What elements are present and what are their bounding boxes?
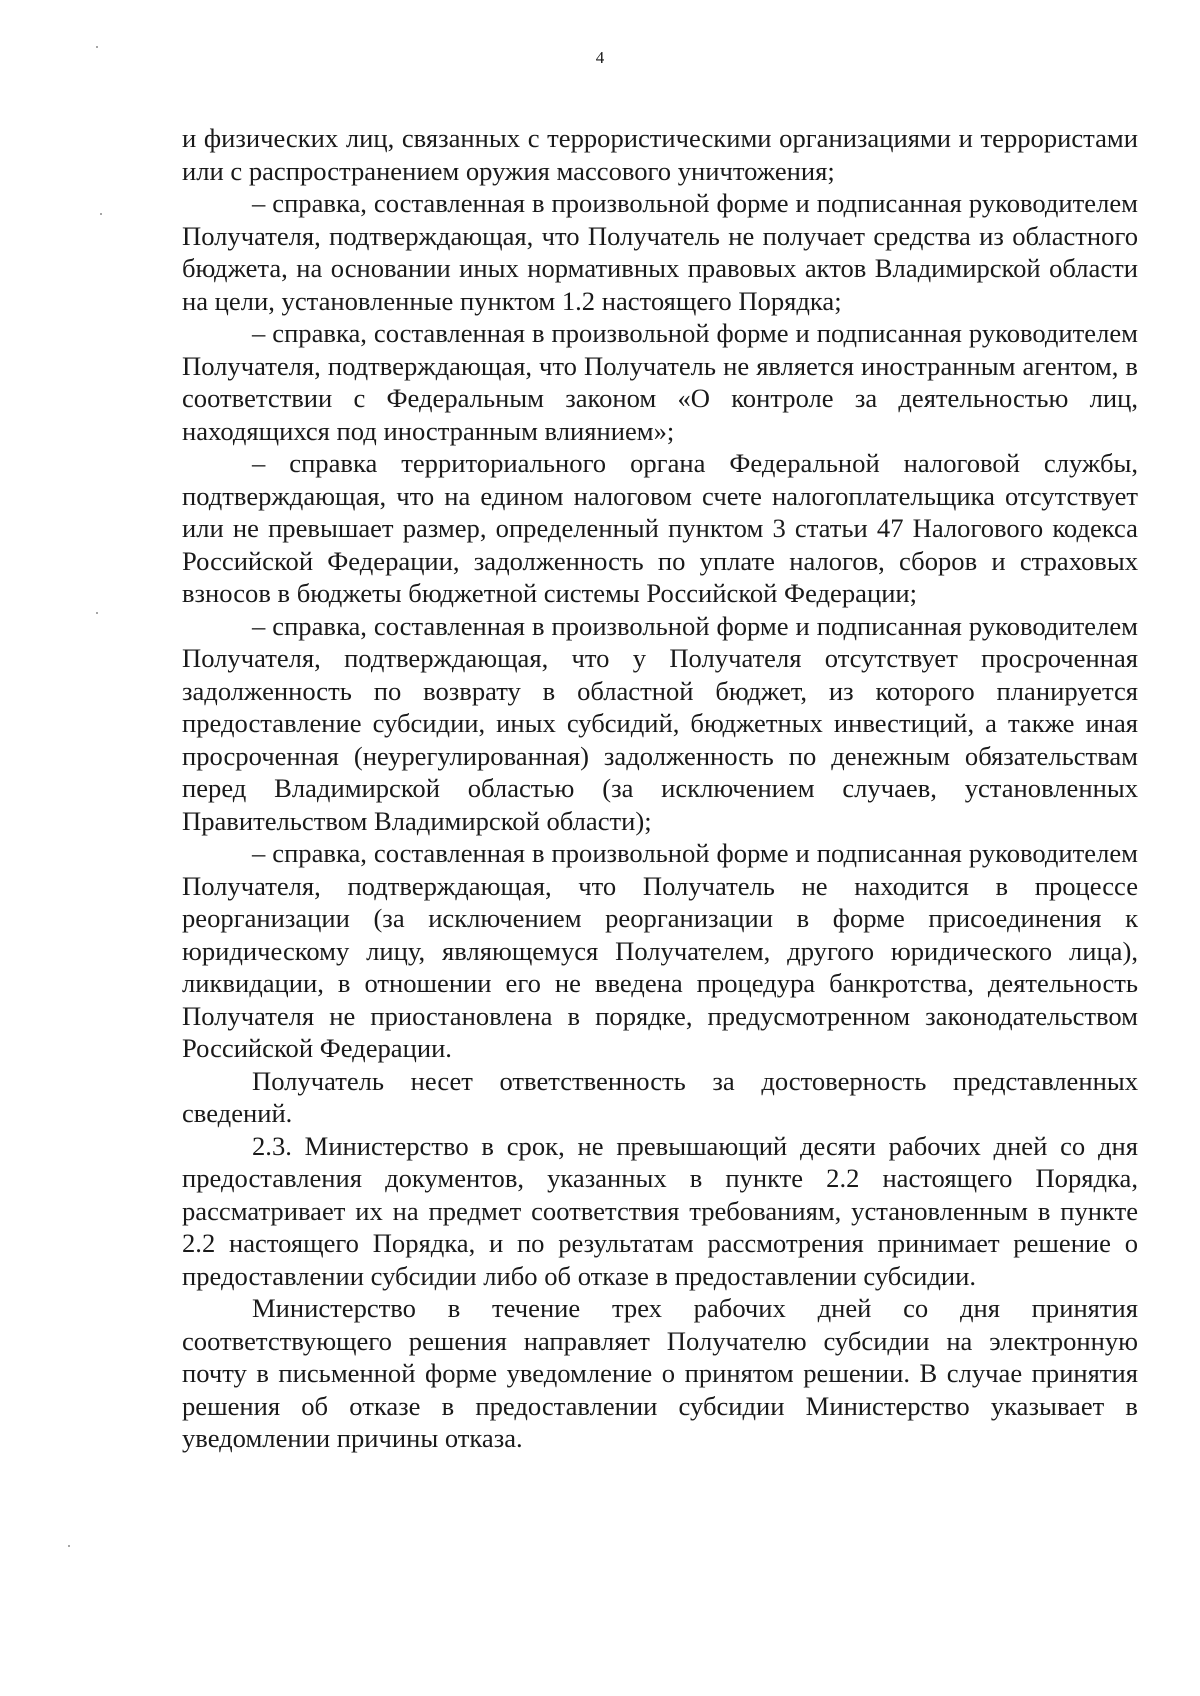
scan-speck	[100, 213, 102, 215]
scan-speck	[96, 46, 98, 48]
paragraph: – справка, составленная в произвольной форме и подписанная руководителем Получателя, подтверждающая, что Получатель не является иностранным агентом, в соответствии с Федеральным законом «О контроле за деятельностью лиц, находящихся под иностранным влиянием»;	[182, 318, 1138, 446]
paragraph: и физических лиц, связанных с террористическими организациями и террористами или с распространением оружия массового уничтожения;	[182, 123, 1138, 186]
document-body	[182, 122, 1138, 1455]
paragraph: Получатель несет ответственность за достоверность представленных сведений.	[182, 1065, 1138, 1128]
paragraph: – справка, составленная в произвольной форме и подписанная руководителем Получателя, подтверждающая, что у Получателя отсутствует просроченная задолженность по возврату в областной бюджет, из которого планируется предоставление субсидии, иных субсидий, бюджетных инвестиций, а также иная просроченная (неурегулированная) задолженность по денежным обязательствам перед Владимирской областью (за исключением случаев, установленных Правительством Владимирской области);	[182, 610, 1138, 836]
page-number: 4	[595, 48, 605, 67]
paragraph: – справка, составленная в произвольной форме и подписанная руководителем Получателя, подтверждающая, что Получатель не находится в процессе реорганизации (за исключением реорганизации в форме присоединения к юридическому лицу, являющемуся Получателем, другого юридического лица), ликвидации, в отношении его не введена процедура банкротства, деятельность Получателя не приостановлена в порядке, предусмотренном законодательством Российской Федерации.	[182, 838, 1138, 1063]
scan-speck	[68, 1545, 70, 1547]
scan-speck	[96, 612, 98, 614]
paragraph: – справка, составленная в произвольной форме и подписанная руководителем Получателя, подтверждающая, что Получатель не получает средства из областного бюджета, на основании иных нормативных правовых актов Владимирской области на цели, установленные пунктом 1.2 настоящего Порядка;	[182, 188, 1138, 316]
paragraph: Министерство в течение трех рабочих дней со дня принятия соответствующего решения направляет Получателю субсидии на электронную почту в письменной форме уведомление о принятом решении. В случае принятия решения об отказе в предоставлении субсидии Министерство указывает в уведомлении причины отказа.	[182, 1293, 1138, 1453]
paragraph: 2.3. Министерство в срок, не превышающий десяти рабочих дней со дня предоставления документов, указанных в пункте 2.2 настоящего Порядка, рассматривает их на предмет соответствия требованиям, установленным в пункте 2.2 настоящего Порядка, и по результатам рассмотрения принимает решение о предоставлении субсидии либо об отказе в предоставлении субсидии.	[182, 1130, 1138, 1291]
paragraph: – справка территориального органа Федеральной налоговой службы, подтверждающая, что на едином налоговом счете налогоплательщика отсутствует или не превышает размер, определенный пунктом 3 статьи 47 Налогового кодекса Российской Федерации, задолженность по уплате налогов, сборов и страховых взносов в бюджеты бюджетной системы Российской Федерации;	[182, 448, 1138, 608]
